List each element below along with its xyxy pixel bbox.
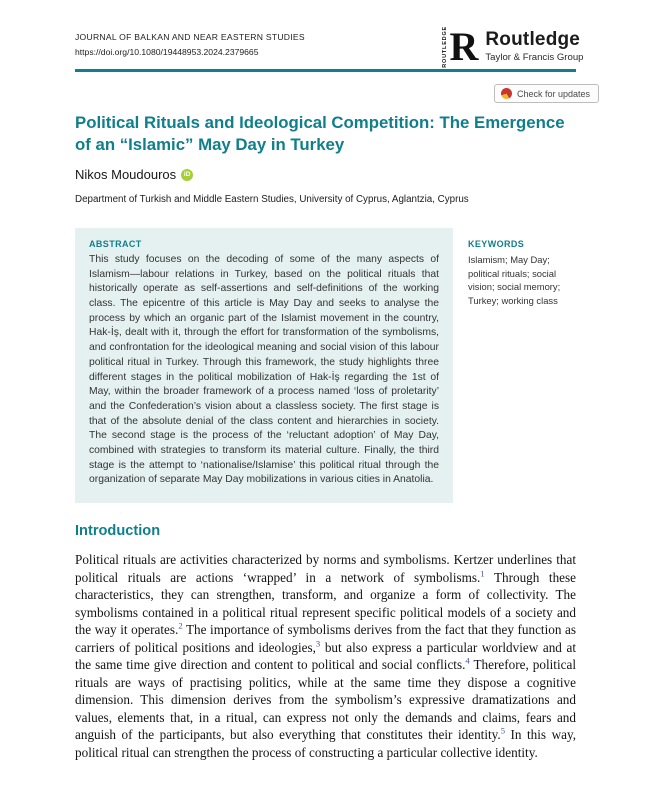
footnote-ref[interactable]: 5 bbox=[500, 726, 505, 737]
footnote-ref[interactable]: 4 bbox=[465, 655, 470, 666]
routledge-vertical-wordmark: ROUTLEDGE bbox=[442, 26, 448, 68]
header-divider bbox=[75, 69, 576, 72]
introduction-heading: Introduction bbox=[75, 523, 161, 539]
footnote-ref[interactable]: 1 bbox=[480, 568, 485, 579]
article-title bbox=[75, 112, 587, 155]
keywords-label: KEYWORDS bbox=[468, 239, 525, 249]
doi-link[interactable]: https://doi.org/10.1080/19448953.2024.2379665 bbox=[75, 47, 259, 58]
keywords-text: Islamism; May Day; political rituals; social vision; social memory; Turkey; working class bbox=[468, 254, 561, 306]
abstract-label: ABSTRACT bbox=[89, 239, 142, 249]
routledge-r-icon: R bbox=[449, 23, 479, 69]
publisher-name-block bbox=[485, 30, 583, 63]
author-row bbox=[75, 167, 193, 182]
intro-text-segment: The importance of symbolisms derives from the fact that they function as carriers of political positions and ideologies, bbox=[75, 622, 576, 655]
author-affiliation: Department of Turkish and Middle Eastern Studies, University of Cyprus, Aglantzia, Cyprus bbox=[75, 194, 469, 205]
intro-text-segment: Therefore, political rituals are ways of practising politics, while at the same time they dispose a cognitive dimension. This dimension derives from the symbolism’s expressive dramatizations and values, elements that, in a ritual, can express not only the demands and claims, fears and anguish of the participants, but also everything that constitutes their identity. bbox=[75, 657, 576, 743]
footnote-ref[interactable]: 2 bbox=[178, 620, 183, 631]
intro-text-segment: but also express a particular worldview and at the same time give direction and content to political and social conflicts. bbox=[75, 639, 577, 673]
journal-name: JOURNAL OF BALKAN AND NEAR EASTERN STUDIES bbox=[75, 32, 305, 42]
orcid-icon[interactable]: iD bbox=[181, 169, 193, 181]
article-title-line-1: Political Rituals and Ideological Competition: The Emergence bbox=[75, 113, 565, 132]
check-for-updates-label: Check for updates bbox=[517, 88, 591, 99]
author-name: Nikos Moudouros bbox=[75, 167, 177, 182]
publisher-name: Routledge bbox=[485, 29, 581, 51]
intro-text-segment: Through these characteristics, they can strengthen, transform, and organize a form of collectivity. The symbolisms contained in a political ritual represent specific political models of a society and the way it operates. bbox=[75, 569, 576, 638]
abstract-text: This study focuses on the decoding of some of the many aspects of Islamism—labour relations in Turkey, based on the political rituals that historically operate as self-assertions and self-definitions of the working class. The epicentre of this article is May Day and seeks to analyse the process by which an organic part of the Islamist movement in the country, Hak-İş, dealt with it, through the effort for transformation of the symbolisms, and confrontation for the ideological meaning and social vision of this labour political ritual in Turkey. Through this framework, the study highlights three different stages in the political mobilization of Hak-İş regarding the 1st of May, within the broader framework of a process named ‘loss of proletarity’ and the Confederation’s vision about a classless society. The first stage is that of the absolute denial of the class content and hierarchies in society. The second stage is the process of the ‘reluctant adoption’ of May Day, combined with strategies to transform its material culture. Finally, the third stage is the attempt to ‘nationalise/Islamise’ this political ritual through the organization of separate May Day mobilizations in various cities in Anatolia. bbox=[89, 254, 439, 486]
routledge-logo bbox=[442, 23, 584, 69]
abstract-keywords-section bbox=[75, 228, 576, 503]
keywords-column bbox=[468, 228, 576, 503]
intro-text-segment: Political rituals are activities characterized by norms and symbolisms. Kertzer underlines that political rituals are actions ‘wrapped’ in a network of symbolisms. bbox=[75, 552, 576, 585]
footnote-ref[interactable]: 3 bbox=[315, 638, 321, 649]
intro-paragraph bbox=[75, 551, 576, 762]
publisher-group: Taylor & Francis Group bbox=[485, 52, 584, 64]
routledge-logo-mark bbox=[442, 23, 479, 69]
intro-text-segment: In this way, political ritual can strengthen the process of constructing a particular collective identity. bbox=[75, 727, 576, 761]
check-for-updates-button[interactable] bbox=[494, 84, 599, 103]
article-title-line-2: of an “Islamic” May Day in Turkey bbox=[75, 134, 345, 154]
abstract-box bbox=[75, 228, 453, 503]
crossmark-icon bbox=[501, 88, 512, 99]
journal-header bbox=[75, 30, 305, 60]
